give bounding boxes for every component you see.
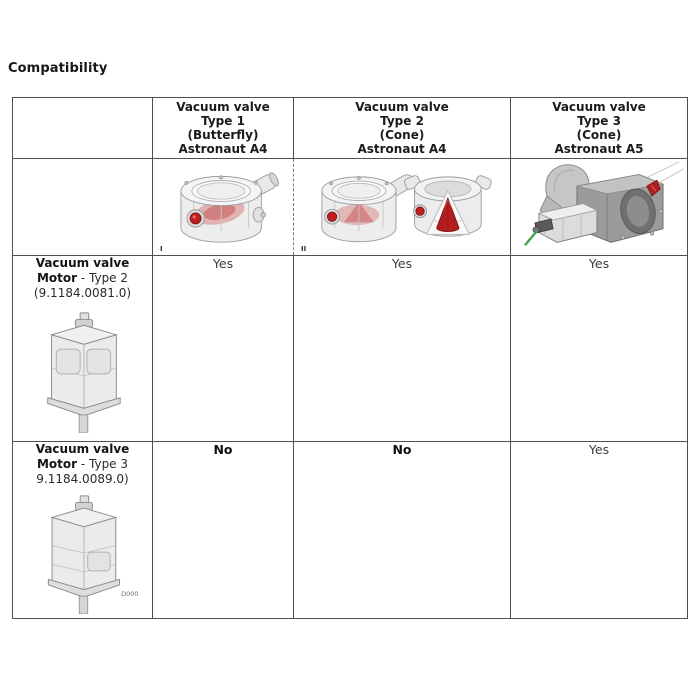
valve3-header-line3: (Cone) <box>576 128 622 142</box>
motor2-label-bold-word: Motor <box>36 271 78 285</box>
header-row <box>13 98 688 159</box>
valve3-header-line1: Vacuum valve <box>552 100 646 114</box>
valve1-header-line2: Type 1 <box>201 114 245 128</box>
compat-motor3-valve2: No <box>294 442 511 619</box>
motor2-label-bold: Vacuum valve <box>35 256 130 270</box>
column-header-valve-type-1 <box>153 98 294 159</box>
header-empty-cell <box>13 98 153 159</box>
motor3-label-bold: Vacuum valve <box>35 442 130 456</box>
motor2-label-code: (9.1184.0081.0) <box>33 286 132 300</box>
compat-motor2-valve2: Yes <box>294 256 511 442</box>
valve-type-3-image-cell <box>511 159 688 256</box>
valve2-header-line3: (Cone) <box>379 128 425 142</box>
compatibility-table <box>12 97 688 619</box>
figure-label-valve-1: I <box>160 245 163 253</box>
motor2-label-line1 <box>13 256 152 271</box>
cone-valve-illustration <box>294 159 510 255</box>
motor3-label-bold-word: Motor <box>36 457 78 471</box>
valve1-header-line4: Astronaut A4 <box>178 142 268 156</box>
motor3-label-code: 9.1184.0089.0) <box>36 472 129 486</box>
column-header-valve-type-3 <box>511 98 688 159</box>
motor3-label-line1 <box>13 442 152 457</box>
valve3-header-line4: Astronaut A5 <box>554 142 644 156</box>
row-header-motor-type-3 <box>13 442 153 619</box>
illustration-empty-cell <box>13 159 153 256</box>
motor-icon <box>35 494 131 614</box>
motor3-label-line2 <box>13 457 152 472</box>
valve1-header-line3: (Butterfly) <box>187 128 259 142</box>
motor-type-3-row <box>13 442 688 619</box>
valve3-header-line2: Type 3 <box>577 114 621 128</box>
valve1-header-line1: Vacuum valve <box>176 100 270 114</box>
compat-motor2-valve1: Yes <box>153 256 294 442</box>
motor-type-2-row <box>13 256 688 442</box>
butterfly-valve-icon <box>159 163 287 251</box>
compat-motor2-valve3: Yes <box>511 256 688 442</box>
valve-type-2-image-cell <box>294 159 511 256</box>
column-header-valve-type-2 <box>294 98 511 159</box>
a5-valve-unit-illustration <box>511 159 687 255</box>
page-title: Compatibility <box>8 61 108 76</box>
motor2-label-line2 <box>13 271 152 286</box>
motor-icon <box>35 311 131 433</box>
motor-type-3-illustration <box>35 494 139 618</box>
valve2-header-line1: Vacuum valve <box>355 100 449 114</box>
valve2-header-line4: Astronaut A4 <box>357 142 447 156</box>
a5-valve-unit-icon <box>511 159 686 253</box>
motor-type-2-illustration <box>35 311 131 437</box>
figure-label-motor-3: D000 <box>121 590 139 598</box>
row-header-motor-type-2 <box>13 256 153 442</box>
cone-valve-icon <box>301 163 503 251</box>
figure-label-valve-2: II <box>301 245 307 253</box>
motor2-label-type: - Type 2 <box>77 271 129 285</box>
illustration-row <box>13 159 688 256</box>
valve2-header-line2: Type 2 <box>380 114 424 128</box>
compat-motor3-valve3: Yes <box>511 442 688 619</box>
motor3-label-type: - Type 3 <box>77 457 129 471</box>
butterfly-valve-illustration <box>153 159 293 255</box>
compat-motor3-valve1: No <box>153 442 294 619</box>
valve-type-1-image-cell <box>153 159 294 256</box>
